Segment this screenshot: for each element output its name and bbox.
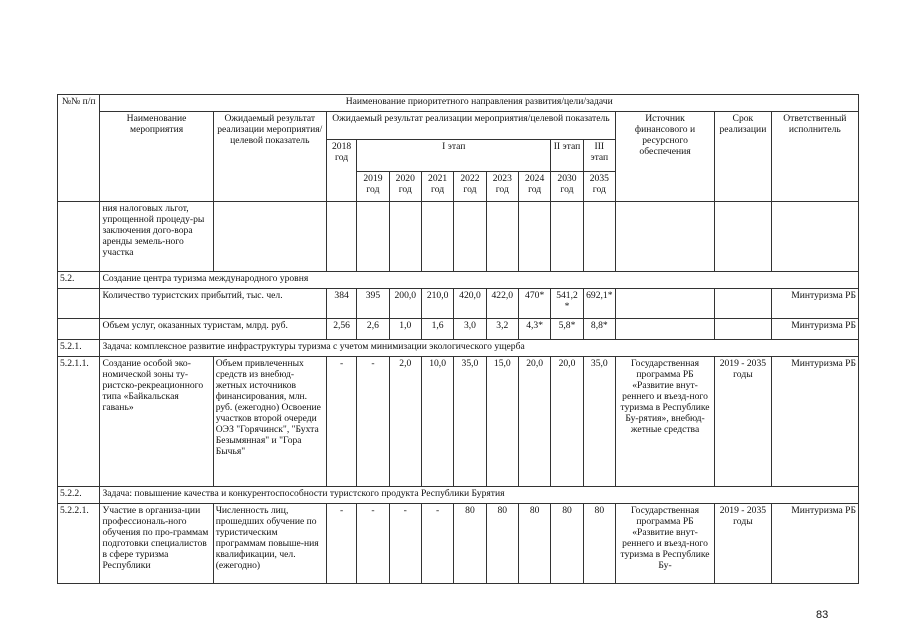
value-cell: 35,0 xyxy=(454,357,486,487)
row-num: 5.2.1.1. xyxy=(58,357,100,487)
value-cell: 541,2 * xyxy=(551,289,583,319)
document-table xyxy=(57,94,859,584)
value-cell: 15,0 xyxy=(486,357,518,487)
value-cell: 384 xyxy=(326,289,356,319)
page-number: 83 xyxy=(816,609,829,621)
value-cell: 80 xyxy=(583,504,615,584)
responsible-cell: Минтуризма РБ xyxy=(771,504,858,584)
value-cell: 5,8* xyxy=(551,319,583,340)
value-cell: 1,0 xyxy=(389,319,421,340)
value-cell: 395 xyxy=(357,289,389,319)
value-cell: 422,0 xyxy=(486,289,518,319)
indicator-label: Количество туристских прибытий, тыс. чел. xyxy=(100,289,326,319)
value-cell: 80 xyxy=(486,504,518,584)
source-cell: Государственная программа РБ «Развитие внут-реннего и въезд-ного туризма в Республике Бу- xyxy=(616,504,715,584)
value-cell: 1,6 xyxy=(421,319,453,340)
value-cell: 8,8* xyxy=(583,319,615,340)
value-cell: 2,0 xyxy=(389,357,421,487)
indicator-cell: Численность лиц, прошедших обучение по туристическим программам повыше-ния квалификации, чел. (ежегодно) xyxy=(213,504,326,584)
row-num: 5.2.2.1. xyxy=(58,504,100,584)
section-num: 5.2.2. xyxy=(58,487,100,504)
section-num: 5.2. xyxy=(58,272,100,289)
header-stage-2: II этап xyxy=(551,140,583,172)
table-row xyxy=(58,202,859,272)
section-row xyxy=(58,487,859,504)
responsible-cell: Минтуризма РБ xyxy=(771,289,858,319)
header-num: №№ п/п xyxy=(58,95,100,202)
value-cell: - xyxy=(326,504,356,584)
value-cell: 420,0 xyxy=(454,289,486,319)
value-cell: 200,0 xyxy=(389,289,421,319)
header-year: 2024 год xyxy=(518,172,550,202)
table-row xyxy=(58,357,859,487)
header-title: Наименование приоритетного направления развития/цели/задачи xyxy=(100,95,859,112)
term-cell: 2019 - 2035 годы xyxy=(715,357,772,487)
event-cell: Участие в организа-ции профессиональ-ного обучения по про-граммам подготовки специалистов в сфере туризма Республики xyxy=(100,504,213,584)
section-title: Создание центра туризма международного уровня xyxy=(100,272,859,289)
header-year: 2022 год xyxy=(454,172,486,202)
value-cell: - xyxy=(357,504,389,584)
value-cell: 470* xyxy=(518,289,550,319)
source-cell: Государственная программа РБ «Развитие внут-реннего и въезд-ного туризма в Республике Бу-рятия», внебюд-жетные средства xyxy=(616,357,715,487)
value-cell: 4,3* xyxy=(518,319,550,340)
header-year-2018: 2018 год xyxy=(326,140,356,202)
value-cell: 80 xyxy=(518,504,550,584)
header-expected-result: Ожидаемый результат реализации мероприятия/целевой показатель xyxy=(213,112,326,202)
table-row xyxy=(58,504,859,584)
section-title: Задача: повышение качества и конкурентоспособности туристского продукта Республики Бурятия xyxy=(100,487,859,504)
header-year: 2021 год xyxy=(421,172,453,202)
value-cell: 20,0 xyxy=(551,357,583,487)
header-stage-1: I этап xyxy=(357,140,551,172)
value-cell: 80 xyxy=(551,504,583,584)
value-cell: 20,0 xyxy=(518,357,550,487)
header-event-name: Наименование мероприятия xyxy=(100,112,213,202)
value-cell: 80 xyxy=(454,504,486,584)
header-year: 2020 год xyxy=(389,172,421,202)
indicator-cell: Объем привлеченных средств из внебюд-жетных источников финансирования, млн. руб. (ежегодно) Освоение участков второй очереди ОЭЗ "Горячинск", "Бухта Безымянная" и "Гора Бычья" xyxy=(213,357,326,487)
value-cell: 2,6 xyxy=(357,319,389,340)
section-row xyxy=(58,272,859,289)
value-cell: - xyxy=(389,504,421,584)
value-cell: 35,0 xyxy=(583,357,615,487)
section-row xyxy=(58,340,859,357)
continuation-text: ния налоговых льгот, упрощенной процеду-ры заключения дого-вора аренды земель-ного участка xyxy=(100,202,213,272)
section-num: 5.2.1. xyxy=(58,340,100,357)
header-year: 2035 год xyxy=(583,172,615,202)
header-stage-3: III этап xyxy=(583,140,615,172)
header-term: Срок реализации xyxy=(715,112,772,202)
event-cell: Создание особой эко-номической зоны ту-ристско-рекреационного типа «Байкальская гавань» xyxy=(100,357,213,487)
header-year: 2019 год xyxy=(357,172,389,202)
value-cell: 3,2 xyxy=(486,319,518,340)
value-cell: 3,0 xyxy=(454,319,486,340)
header-year: 2030 год xyxy=(551,172,583,202)
indicator-label: Объем услуг, оказанных туристам, млрд. руб. xyxy=(100,319,326,340)
value-cell: - xyxy=(357,357,389,487)
value-cell: 2,56 xyxy=(326,319,356,340)
section-title: Задача: комплексное развитие инфраструктуры туризма с учетом минимизации экологического ущерба xyxy=(100,340,859,357)
responsible-cell: Минтуризма РБ xyxy=(771,319,858,340)
value-cell: 210,0 xyxy=(421,289,453,319)
value-cell: 10,0 xyxy=(421,357,453,487)
value-cell: - xyxy=(326,357,356,487)
header-responsible: Ответственный исполнитель xyxy=(771,112,858,202)
header-expected-result-indicator: Ожидаемый результат реализации мероприятия/целевой показатель xyxy=(326,112,615,140)
responsible-cell: Минтуризма РБ xyxy=(771,357,858,487)
table-row xyxy=(58,319,859,340)
value-cell: - xyxy=(421,504,453,584)
table-row xyxy=(58,289,859,319)
header-source: Источник финансового и ресурсного обеспечения xyxy=(616,112,715,202)
term-cell: 2019 - 2035 годы xyxy=(715,504,772,584)
value-cell: 692,1* xyxy=(583,289,615,319)
header-year: 2023 год xyxy=(486,172,518,202)
